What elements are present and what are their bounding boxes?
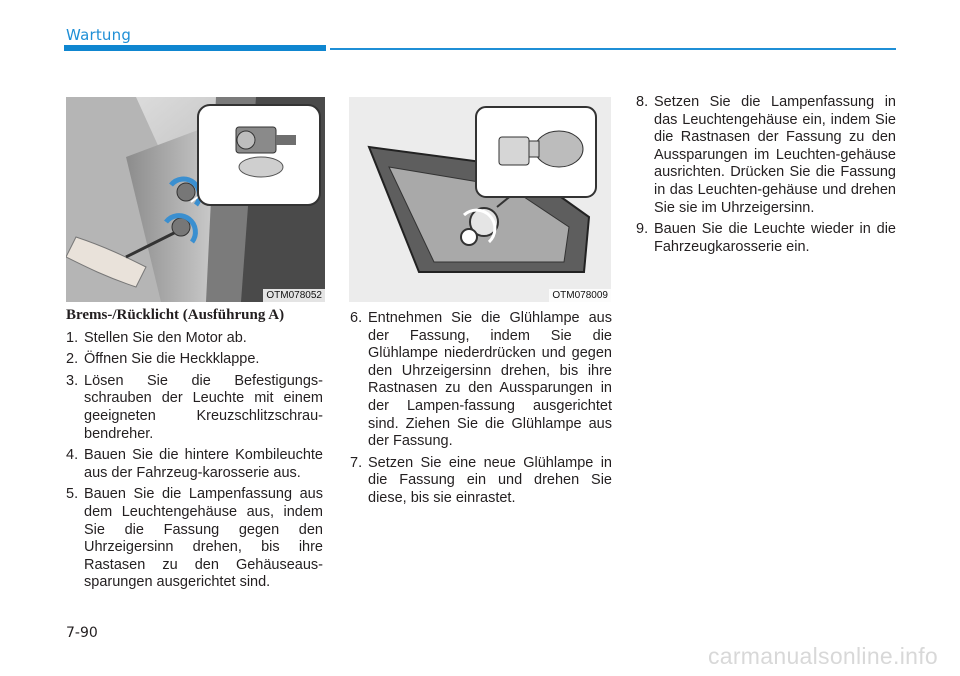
step-item: 9. Bauen Sie die Leuchte wieder in die Fahrzeugkarosserie ein. [636,221,896,255]
watermark: carmanualsonline.info [707,643,938,669]
step-item: 4. Bauen Sie die hintere Kombileuchte aus der Fahrzeug-karosserie aus. [66,447,323,481]
figure-code-2: OTM078009 [549,289,611,302]
page-number: 7-90 [66,625,98,641]
steps-list-left [66,330,323,592]
step-item: 3. Lösen Sie die Befestigungs-schrauben der Leuchte mit einem geeigneten Kreuzschlitzschrau-bendreher. [66,372,323,442]
lamp-housing-illustration [349,97,611,302]
steps-list-right [636,94,896,256]
section-title: Wartung [66,26,132,44]
figure-tail-light-screws [66,97,325,302]
steps-list-middle [350,310,612,508]
tail-light-illustration [66,97,325,302]
step-item: 6. Entnehmen Sie die Glühlampe aus der Fassung, indem Sie die Glühlampe niederdrücken und gegen den Uhrzeigersinn drehen, bis ihre Rastnasen zu den Aussparungen in der Lampen-fassung ausgerichtet sind. Ziehen Sie die Glühlampe aus der Fassung. [350,310,612,450]
step-item: 2. Öffnen Sie die Heckklappe. [66,351,260,368]
header-rule-thick [64,45,326,51]
left-column [66,307,323,596]
right-column [636,94,896,260]
header-rule-thin [330,48,896,50]
step-item: 5. Bauen Sie die Lampenfassung aus dem Leuchtengehäuse aus, indem Sie die Fassung gegen den Uhrzeigersinn drehen, bis ihre Rastasen zu den Gehäuseaus-sparungen ausgerichtet sind. [66,486,323,591]
procedure-heading: Brems-/Rücklicht (Ausführung A) [66,307,285,323]
figure-bulb-removal [349,97,611,302]
step-item: 7. Setzen Sie eine neue Glühlampe in die Fassung ein und drehen Sie diese, bis sie einrastet. [350,454,612,506]
middle-column [350,310,612,512]
step-item: 1. Stellen Sie den Motor ab. [66,329,247,346]
step-item: 8. Setzen Sie die Lampenfassung in das Leuchtengehäuse ein, indem Sie die Rastnasen der Fassung zu den Aussparungen im Leuchten-gehäuse ausrichten. Drücken Sie die Fassung in das Leuchten-gehäuse und drehen Sie sie im Uhrzeigersinn. [636,94,896,216]
figure-code-1: OTM078052 [263,289,325,302]
